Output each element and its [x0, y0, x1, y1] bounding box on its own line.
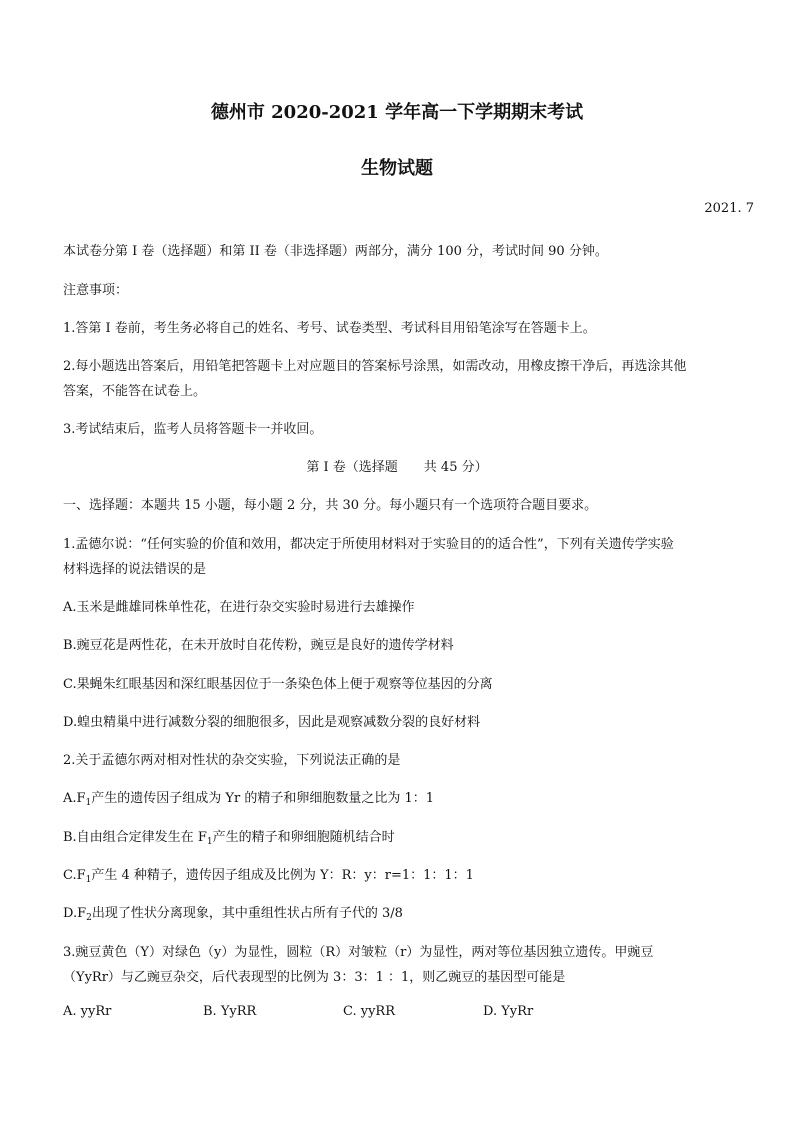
note-2a: 2.每小题选出答案后，用铅笔把答题卡上对应题目的答案标号涂黑，如需改动，用橡皮擦干净后，再选涂其他	[63, 359, 687, 374]
note-1: 1.答第 I 卷前，考生务必将自己的姓名、考号、试卷类型、考试科目用铅笔涂写在答题卡上。	[63, 321, 596, 336]
section-heading: 第 I 卷（选择题 共 45 分）	[306, 460, 488, 475]
q1-option-c: C.果蝇朱红眼基因和深红眼基因位于一条染色体上便于观察等位基因的分离	[63, 677, 493, 692]
section-instruction: 一、选择题：本题共 15 小题，每小题 2 分，共 30 分。每小题只有一个选项符合题目要求。	[63, 498, 598, 513]
q3-stem-a: 3.豌豆黄色（Y）对绿色（y）为显性，圆粒（R）对皱粒（r）为显性，两对等位基因独立遗传。甲豌豆	[63, 945, 654, 960]
q3-option-c: C. yyRR	[343, 1004, 396, 1019]
note-3: 3.考试结束后，监考人员将答题卡一并收回。	[63, 422, 323, 437]
intro-line: 本试卷分第 I 卷（选择题）和第 II 卷（非选择题）两部分，满分 100 分，考试时间 90 分钟。	[63, 244, 608, 259]
exam-date: 2021. 7	[704, 201, 754, 216]
note-2b: 答案，不能答在试卷上。	[63, 384, 207, 399]
q3-option-b: B. YyRR	[203, 1004, 257, 1019]
q1-stem-b: 材料选择的说法错误的是	[63, 562, 207, 577]
notice-heading: 注意事项：	[63, 283, 129, 298]
q1-stem-a: 1.孟德尔说：“任何实验的价值和效用，都决定于所使用材料对于实验目的的适合性”，下列有关遗传学实验	[63, 537, 674, 552]
q1-option-d: D.蝗虫精巢中进行减数分裂的细胞很多，因此是观察减数分裂的良好材料	[63, 715, 481, 730]
subject-title: 生物试题	[361, 158, 433, 179]
q3-option-a: A. yyRr	[63, 1004, 112, 1019]
exam-title: 德州市 2020-2021 学年高一下学期期末考试	[210, 102, 584, 123]
q2-option-b: B.自由组合定律发生在 $F_1$产生的精子和卵细胞随机结合时	[63, 830, 395, 847]
q1-option-a: A.玉米是雌雄同株单性花，在进行杂交实验时易进行去雄操作	[63, 600, 415, 615]
q2-option-c: $C.F_1$产生 4 种精子，遗传因子组成及比例为 Y：R：y：r=1：1：1：1	[63, 868, 474, 885]
q2-option-d: $D.F_2$出现了性状分离现象，其中重组性状占所有子代的 3/8	[63, 906, 403, 923]
q1-option-b: B.豌豆花是两性花，在未开放时自花传粉，豌豆是良好的遗传学材料	[63, 638, 454, 653]
q2-stem: 2.关于孟德尔两对相对性状的杂交实验，下列说法正确的是	[63, 753, 401, 768]
q3-stem-b: （YyRr）与乙豌豆杂交，后代表现型的比例为 3：3：1 ：1，则乙豌豆的基因型可能是	[63, 970, 566, 985]
q3-option-d: D. YyRr	[483, 1004, 534, 1019]
q2-option-a: $A.F_1$产生的遗传因子组成为 Yr 的精子和卵细胞数量之比为 1：1	[63, 791, 435, 808]
